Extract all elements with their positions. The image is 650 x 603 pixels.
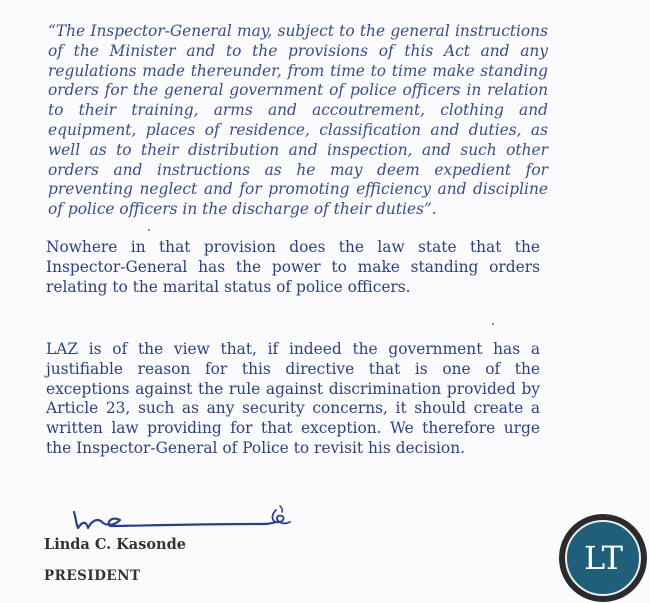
paragraph-provision-analysis: Nowhere in that provision does the law state that the Inspector-General has the power to make standing orders relating to the marital status of police officers. — [46, 238, 540, 296]
handwritten-signature — [70, 498, 310, 538]
logo-text: LT — [584, 539, 622, 577]
quoted-provision: “The Inspector-General may, subject to the general instructions of the Minister and to the provisions of this Act and any regulations made thereunder, from time to time make standing orders for the general government of police officers in relation to their training, arms and accoutrement, clothing and equipment, places of residence, classification and duties, as well as to their distribution and inspection, and such other orders and instructions as he may deem expedient for preventing neglect and for promoting efficiency and discipline of police officers in the discharge of their duties”. — [48, 22, 548, 219]
paragraph-laz-view: LAZ is of the view that, if indeed the government has a justifiable reason for this directive that is one of the exceptions against the rule against discrimination provided by Article 23, such as any security concerns, it should create a written law providing for that exception. We therefore urge the Inspector-General of Police to revisit his decision. — [46, 340, 540, 457]
paper-speck — [492, 323, 494, 325]
logo-badge — [565, 520, 641, 596]
paper-speck — [148, 229, 150, 231]
signatory-name: Linda C. Kasonde — [44, 536, 186, 553]
signatory-title: PRESIDENT — [44, 568, 141, 584]
watermark-logo — [559, 514, 647, 602]
